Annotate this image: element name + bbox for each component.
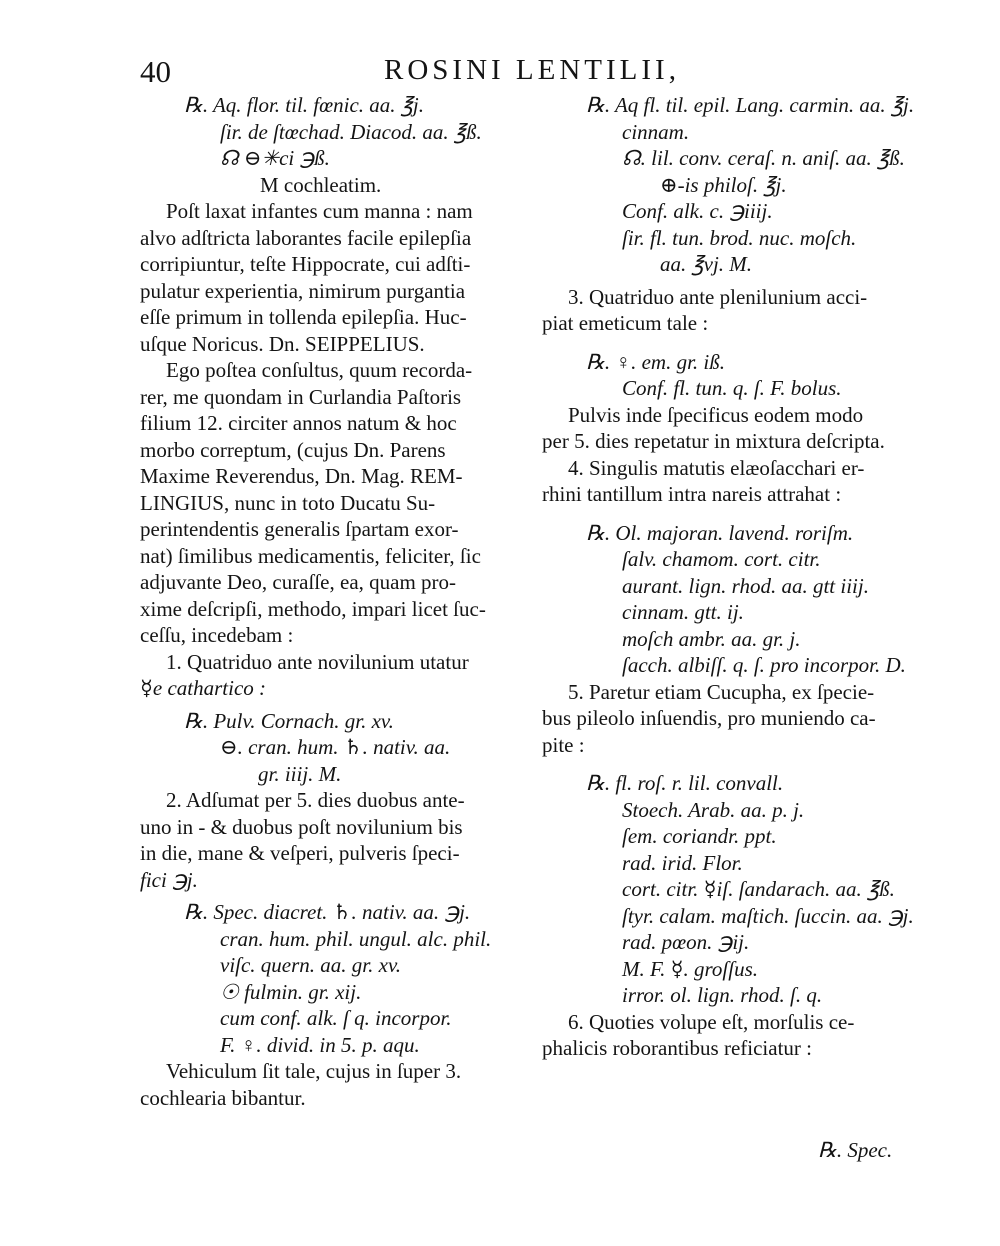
left-column (140, 92, 520, 1111)
text-line (542, 508, 932, 520)
text-line: LINGIUS, nunc in toto Ducatu Su- (140, 490, 436, 515)
text-line: ℞. Aq. flor. til. fœnic. aa. ℥j. (184, 93, 425, 117)
text-line: Ego poſtea conſultus, quum recorda- (166, 358, 473, 382)
text-line: F. ♀. divid. in 5. p. aqu. (220, 1032, 420, 1057)
text-line: rad. irid. Flor. (622, 850, 743, 875)
text-line: ☉ fulmin. gr. xij. (220, 979, 362, 1004)
text-line: per 5. dies repetatur in mixtura deſcripta. (542, 429, 885, 453)
text-line: 1. Quatriduo ante novilunium utatur (166, 649, 469, 674)
running-head: ROSINI LENTILII, (384, 54, 680, 86)
text-line: M cochleatim. (260, 172, 382, 197)
text-line: ⊖. cran. hum. ♄. nativ. aa. (220, 735, 451, 759)
text-line: ℞. fl. roſ. r. lil. convall. (586, 771, 784, 795)
text-line (542, 337, 932, 349)
text-line: Conf. alk. c. ℈iiij. (622, 199, 773, 223)
text-line: perintendentis generalis ſpartam exor- (140, 517, 459, 541)
text-line: Pulvis inde ſpecificus eodem modo (568, 402, 864, 427)
text-line: piat emeticum tale : (542, 311, 709, 335)
text-line: ℞. Spec. diacret. ♄. nativ. aa. ℈j. (184, 900, 471, 924)
text-line: cran. hum. phil. ungul. alc. phil. (220, 926, 492, 951)
text-line: cochlearia bibantur. (140, 1085, 306, 1110)
text-line: ☿e cathartico : (140, 676, 267, 700)
text-line: ℞. Pulv. Cornach. gr. xv. (184, 708, 394, 733)
text-line: in die, mane & veſperi, pulveris ſpeci- (140, 841, 460, 865)
text-line: ceſſu, incedebam : (140, 623, 294, 647)
text-line: bus pileolo inſuendis, pro muniendo ca- (542, 706, 876, 730)
text-line: ſir. de ſtœchad. Diacod. aa. ℥ß. (220, 119, 482, 144)
text-line: viſc. quern. aa. gr. xv. (220, 953, 401, 977)
text-line: aurant. lign. rhod. aa. gtt iiij. (622, 573, 869, 598)
text-line: 4. Singulis matutis elæoſacchari er- (568, 455, 865, 480)
text-line: Conf. fl. tun. q. ſ. F. bolus. (622, 376, 842, 400)
text-line: cum conf. alk. ſ q. incorpor. (220, 1006, 452, 1030)
text-line: alvo adſtricta laborantes facile epilepſia (140, 225, 472, 250)
text-line: 6. Quoties volupe eſt, morſulis ce- (568, 1009, 855, 1034)
text-line: ℞. Aq fl. til. epil. Lang. carmin. aa. ℥j. (586, 93, 915, 117)
text-line: 3. Quatriduo ante plenilunium acci- (568, 284, 868, 309)
text-line: phalicis roborantibus reficiatur : (542, 1036, 812, 1060)
text-line: cinnam. gtt. ij. (622, 600, 744, 624)
text-line: M. F. ☿. groſſus. (622, 956, 758, 981)
text-line: rhini tantillum intra nareis attrahat : (542, 482, 842, 506)
text-line: cinnam. (622, 119, 690, 144)
text-line: moſch ambr. aa. gr. j. (622, 626, 801, 651)
text-line: 5. Paretur etiam Cucupha, ex ſpecie- (568, 679, 875, 704)
text-line: irror. ol. lign. rhod. ſ. q. (622, 983, 823, 1007)
text-line: Stoech. Arab. aa. p. j. (622, 797, 805, 822)
text-line: ſir. fl. tun. brod. nuc. moſch. (622, 225, 857, 250)
text-line: Vehiculum ſit tale, cujus in ſuper 3. (166, 1059, 462, 1083)
text-line: nat) ſimilibus medicamentis, feliciter, ſic (140, 543, 481, 568)
text-line: corripiuntur, teſte Hippocrate, cui adſti- (140, 252, 471, 276)
right-column (542, 92, 932, 1062)
text-line: ℞. ♀. em. gr. iß. (586, 349, 725, 374)
text-line: uſque Noricus. Dn. SEIPPELIUS. (140, 331, 425, 356)
text-line: morbo correptum, (cujus Dn. Parens (140, 437, 446, 462)
text-line: ℞. Ol. majoran. lavend. roriſm. (586, 520, 854, 545)
text-line: ſtyr. calam. maſtich. ſuccin. aa. ℈j. (622, 903, 914, 928)
text-line: filium 12. circiter annos natum & hoc (140, 411, 457, 435)
text-line: cort. citr. ☿iſ. ſandarach. aa. ℥ß. (622, 877, 895, 901)
text-line: rad. pœon. ℈ij. (622, 930, 750, 954)
text-line: pulatur experientia, nimirum purgantia (140, 278, 466, 303)
text-line: gr. iiij. M. (258, 761, 342, 786)
text-line: ☊. lil. conv. ceraſ. n. aniſ. aa. ℥ß. (622, 146, 905, 170)
text-line: rer, me quondam in Curlandia Paſtoris (140, 384, 462, 409)
text-line: aa. ℥vj. M. (660, 252, 753, 276)
text-line: fici ℈j. (140, 867, 198, 892)
text-line: eſſe primum in tollenda epilepſia. Huc- (140, 305, 467, 329)
text-line: ſem. coriandr. ppt. (622, 824, 777, 848)
text-line: pite : (542, 732, 585, 757)
text-line: ⊕-is philoſ. ℥j. (660, 172, 787, 197)
text-line: Maxime Reverendus, Dn. Mag. REM- (140, 464, 463, 488)
text-line (542, 758, 932, 770)
text-line: 2. Adſumat per 5. dies duobus ante- (166, 788, 465, 812)
text-line: Poſt laxat infantes cum manna : nam (166, 199, 473, 223)
text-line: ſalv. chamom. cort. citr. (622, 547, 821, 571)
text-line: xime deſcripſi, methodo, impari licet ſuc- (140, 596, 486, 621)
page-number: 40 (140, 54, 171, 89)
text-line: uno in - & duobus poſt novilunium bis (140, 814, 463, 839)
text-line: ☊ ⊖✳︎ci ℈ß. (220, 146, 330, 170)
text-line: ſacch. albiſſ. q. ſ. pro incorpor. D. (622, 653, 906, 677)
catchword: ℞. Spec. (818, 1138, 893, 1162)
text-line: adjuvante Deo, curaſſe, ea, quam pro- (140, 570, 457, 594)
page-header (0, 48, 1000, 94)
